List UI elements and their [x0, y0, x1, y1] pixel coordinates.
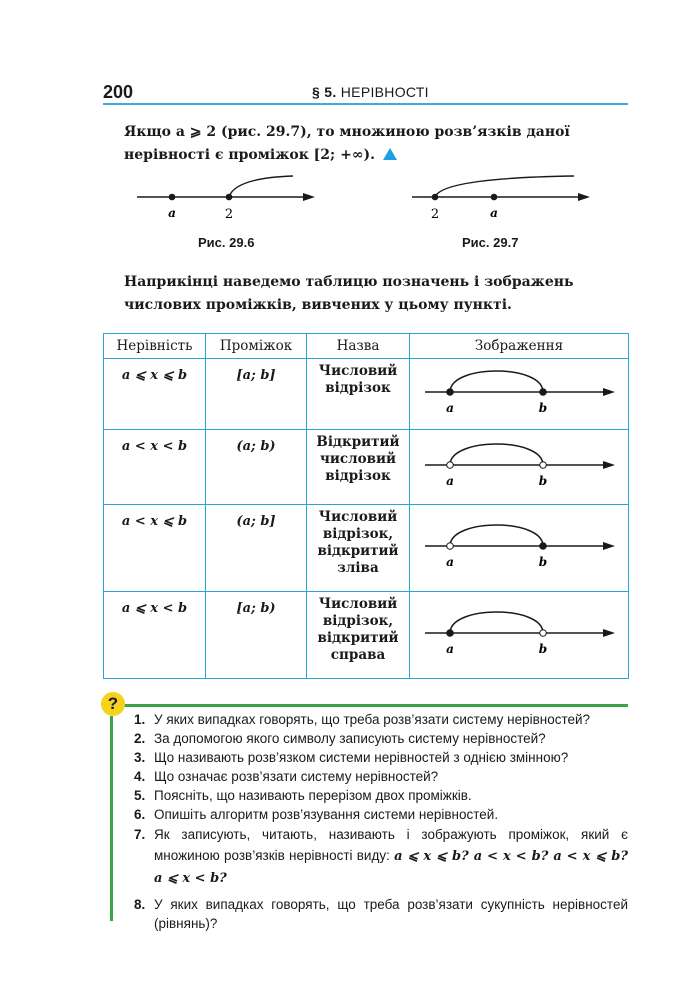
- question-number: 8.: [134, 897, 146, 912]
- question-math: a ⩽ x ⩽ b? a < x < b? a < x ⩽ b? a ⩽ x < b?: [154, 849, 628, 886]
- question-mark-icon: ?: [101, 692, 125, 716]
- list-item: [134, 895, 628, 933]
- label-b: b: [538, 642, 548, 656]
- name-line: відрізок: [325, 380, 391, 396]
- open-point-a: [447, 462, 454, 469]
- list-item: [134, 767, 628, 786]
- cell-inequality: a < x ⩽ b: [104, 505, 206, 592]
- question-number: 7.: [134, 827, 146, 842]
- name-line: Числовий: [318, 363, 398, 379]
- table-row: [104, 359, 629, 430]
- cell-image: [410, 359, 629, 430]
- arrow-head-icon: [603, 388, 615, 396]
- table-row: [104, 430, 629, 505]
- header-name: Назва: [307, 334, 410, 359]
- question-number: 4.: [134, 769, 146, 784]
- section-mark: § 5.: [312, 84, 337, 100]
- cell-interval: (a; b]: [206, 505, 307, 592]
- solution-ray: [229, 176, 293, 197]
- closed-point-a: [447, 630, 454, 637]
- label-a: a: [446, 474, 454, 488]
- interval-number-line: [423, 592, 623, 674]
- page-number: 200: [103, 82, 134, 102]
- interval-arc: [450, 525, 543, 546]
- question-text: У яких випадках говорять, що треба розв’язати сукупність нерівностей (рівнянь)?: [154, 897, 628, 931]
- name-line: Числовий: [318, 509, 398, 525]
- name-line: числовий: [319, 451, 397, 467]
- questions-top-rule: [110, 704, 628, 707]
- paragraph-1: [124, 121, 634, 167]
- table-header-row: [104, 334, 629, 359]
- interval-number-line: [423, 505, 623, 587]
- questions-list: [134, 710, 628, 933]
- cell-inequality: a < x < b: [104, 430, 206, 505]
- name-line: зліва: [337, 560, 379, 576]
- cell-inequality: a ⩽ x < b: [104, 592, 206, 679]
- interval-number-line: [423, 359, 623, 425]
- header-rule: [103, 103, 628, 105]
- closed-point-a: [447, 389, 454, 396]
- question-number: 5.: [134, 788, 146, 803]
- label-a: a: [446, 401, 454, 415]
- list-item: [134, 805, 628, 824]
- cell-inequality: a ⩽ x ⩽ b: [104, 359, 206, 430]
- intervals-table: [103, 333, 629, 679]
- name-line: відрізок,: [322, 526, 394, 542]
- label-a: a: [168, 206, 176, 220]
- closed-point-b: [540, 543, 547, 550]
- section-header: [312, 84, 429, 100]
- interval-arc: [450, 444, 543, 465]
- list-item: [134, 824, 628, 889]
- name-line: Відкритий: [316, 434, 400, 450]
- label-b: b: [538, 474, 548, 488]
- paragraph-1-text: Якщо a ⩾ 2 (рис. 29.7), то множиною розв’язків даної нерівності є проміжок [2; +∞).: [124, 124, 570, 163]
- name-line: Числовий: [318, 596, 398, 612]
- cell-interval: [a; b): [206, 592, 307, 679]
- figure-29-7-caption: Рис. 29.7: [462, 235, 519, 250]
- question-text-main: Як записують, читають, називають і зображують проміжок, який є множиною розв’язків нерівності виду:: [154, 827, 628, 863]
- list-item: [134, 729, 628, 748]
- arrow-head-icon: [603, 461, 615, 469]
- name-line: відкритий: [317, 543, 399, 559]
- header-image: Зображення: [410, 334, 629, 359]
- label-a: a: [446, 642, 454, 656]
- arrow-head-icon: [603, 629, 615, 637]
- figure-29-7: [410, 172, 590, 222]
- list-item: [134, 786, 628, 805]
- label-2: 2: [224, 207, 234, 222]
- cell-name: [307, 592, 410, 679]
- interval-arc: [450, 612, 543, 633]
- label-a: a: [446, 555, 454, 569]
- cell-image: [410, 430, 629, 505]
- question-text: У яких випадках говорять, що треба розв’язати систему нерівностей?: [154, 712, 591, 727]
- question-text: За допомогою якого символу записують систему нерівностей?: [154, 731, 546, 746]
- list-item: [134, 710, 628, 729]
- question-text: Опишіть алгоритм розв’язування системи нерівностей.: [154, 807, 499, 822]
- cell-image: [410, 505, 629, 592]
- cell-image: [410, 592, 629, 679]
- header-inequality: Нерівність: [104, 334, 206, 359]
- open-point-b: [540, 462, 547, 469]
- questions-side-rule: [110, 716, 113, 921]
- cell-name: [307, 505, 410, 592]
- table-row: [104, 505, 629, 592]
- interval-arc: [450, 371, 543, 392]
- open-point-a: [447, 543, 454, 550]
- cell-name: [307, 430, 410, 505]
- table-row: [104, 592, 629, 679]
- name-line: відрізок: [325, 468, 391, 484]
- header-interval: Проміжок: [206, 334, 307, 359]
- label-b: b: [538, 555, 548, 569]
- name-line: відрізок,: [322, 613, 394, 629]
- question-number: 2.: [134, 731, 146, 746]
- point-a: [491, 194, 498, 201]
- cell-interval: (a; b): [206, 430, 307, 505]
- interval-number-line: [423, 430, 623, 500]
- question-number: 1.: [134, 712, 146, 727]
- paragraph-2: Наприкінці наведемо таблицю позначень і зображень числових проміжків, вивчених у цьому пункті.: [124, 274, 574, 313]
- question-number: 3.: [134, 750, 146, 765]
- label-b: b: [538, 401, 548, 415]
- question-text: [154, 824, 628, 889]
- open-point-b: [540, 630, 547, 637]
- arrow-head-icon: [603, 542, 615, 550]
- arrow-head-icon: [578, 193, 590, 201]
- question-number: 6.: [134, 807, 146, 822]
- solution-ray: [435, 176, 574, 197]
- closed-point-b: [540, 389, 547, 396]
- section-title: НЕРІВНОСТІ: [340, 84, 429, 100]
- label-2: 2: [430, 207, 440, 222]
- figure-29-6-caption: Рис. 29.6: [198, 235, 255, 250]
- name-line: відкритий: [317, 630, 399, 646]
- cell-name: [307, 359, 410, 430]
- label-a: a: [490, 206, 498, 220]
- question-text: Поясніть, що називають перерізом двох проміжків.: [154, 788, 472, 803]
- cell-interval: [a; b]: [206, 359, 307, 430]
- list-item: [134, 748, 628, 767]
- question-text: Що називають розв’язком системи нерівностей з однією змінною?: [154, 750, 569, 765]
- question-text: Що означає розв’язати систему нерівностей?: [154, 769, 439, 784]
- figure-29-6: [135, 172, 315, 222]
- name-line: справа: [330, 647, 386, 663]
- end-of-proof-triangle-icon: [383, 148, 397, 160]
- arrow-head-icon: [303, 193, 315, 201]
- point-a: [169, 194, 176, 201]
